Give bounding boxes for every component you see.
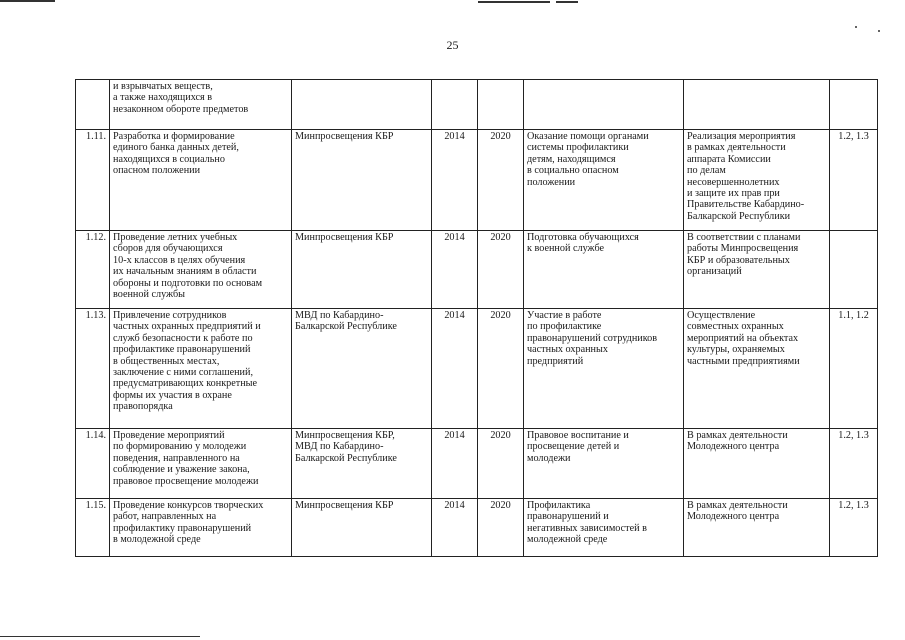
end-year-cell: 2020: [478, 130, 524, 231]
row-number: 1.15.: [76, 499, 110, 557]
executor-cell: Минпросвещения КБР: [292, 499, 432, 557]
goals-cell: 1.2, 1.3: [830, 429, 878, 499]
activity-cell: Привлечение сотрудников частных охранных предприятий и служб безопасности к работе по профилактике правонарушений в общественных местах, заключение с ними соглашений, предусматривающих конкретные формы их участия в охране правопорядка: [110, 309, 292, 429]
executor-cell: Минпросвещения КБР: [292, 130, 432, 231]
activity-cell: Проведение летних учебных сборов для обучающихся 10-х классов в целях обучения их начальным знаниям в области обороны и подготовки по основам военной службы: [110, 231, 292, 309]
row-number: 1.12.: [76, 231, 110, 309]
start-year-cell: [432, 80, 478, 130]
goals-cell: 1.1, 1.2: [830, 309, 878, 429]
page-number: 25: [446, 38, 459, 52]
executor-cell: МВД по Кабардино- Балкарской Республике: [292, 309, 432, 429]
end-year-cell: 2020: [478, 429, 524, 499]
start-year-cell: 2014: [432, 309, 478, 429]
executor-cell: [292, 80, 432, 130]
scan-mark-top-center: [478, 1, 550, 3]
end-year-cell: [478, 80, 524, 130]
result-cell: Оказание помощи органами системы профилактики детям, находящимся в социально опасном положении: [524, 130, 684, 231]
table-row: [76, 499, 878, 557]
notes-cell: В рамках деятельности Молодежного центра: [684, 429, 830, 499]
activity-cell: и взрывчатых веществ, а также находящихся в незаконном обороте предметов: [110, 80, 292, 130]
result-cell: Подготовка обучающихся к военной службе: [524, 231, 684, 309]
row-number: 1.11.: [76, 130, 110, 231]
goals-cell: 1.2, 1.3: [830, 499, 878, 557]
start-year-cell: 2014: [432, 499, 478, 557]
row-number: 1.14.: [76, 429, 110, 499]
notes-cell: В соответствии с планами работы Минпросвещения КБР и образовательных организаций: [684, 231, 830, 309]
result-cell: Правовое воспитание и просвещение детей и молодежи: [524, 429, 684, 499]
notes-cell: В рамках деятельности Молодежного центра: [684, 499, 830, 557]
goals-cell: [830, 80, 878, 130]
executor-cell: Минпросвещения КБР, МВД по Кабардино- Балкарской Республике: [292, 429, 432, 499]
result-cell: Профилактика правонарушений и негативных зависимостей в молодежной среде: [524, 499, 684, 557]
scan-dot: [855, 26, 857, 28]
scan-mark-bottom-left: [0, 636, 200, 637]
row-number: 1.13.: [76, 309, 110, 429]
table-row: [76, 231, 878, 309]
end-year-cell: 2020: [478, 309, 524, 429]
end-year-cell: 2020: [478, 499, 524, 557]
start-year-cell: 2014: [432, 130, 478, 231]
activity-cell: Разработка и формирование единого банка данных детей, находящихся в социально опасном положении: [110, 130, 292, 231]
row-number: [76, 80, 110, 130]
table-row: [76, 309, 878, 429]
notes-cell: [684, 80, 830, 130]
scan-mark-top-left: [0, 0, 55, 2]
executor-cell: Минпросвещения КБР: [292, 231, 432, 309]
measures-table: [75, 79, 878, 557]
table-row: [76, 429, 878, 499]
scan-mark-top-center-2: [556, 1, 578, 3]
goals-cell: 1.2, 1.3: [830, 130, 878, 231]
result-cell: [524, 80, 684, 130]
notes-cell: Реализация мероприятия в рамках деятельности аппарата Комиссии по делам несовершеннолетних и защите их прав при Правительстве Кабардино- Балкарской Республики: [684, 130, 830, 231]
activity-cell: Проведение мероприятий по формированию у молодежи поведения, направленного на соблюдение и уважение закона, правовое просвещение молодежи: [110, 429, 292, 499]
start-year-cell: 2014: [432, 429, 478, 499]
notes-cell: Осуществление совместных охранных мероприятий на объектах культуры, охраняемых частными предприятиями: [684, 309, 830, 429]
scan-dot: [878, 30, 880, 32]
end-year-cell: 2020: [478, 231, 524, 309]
goals-cell: [830, 231, 878, 309]
table-row: [76, 80, 878, 130]
start-year-cell: 2014: [432, 231, 478, 309]
result-cell: Участие в работе по профилактике правонарушений сотрудников частных охранных предприятий: [524, 309, 684, 429]
table-row: [76, 130, 878, 231]
activity-cell: Проведение конкурсов творческих работ, направленных на профилактику правонарушений в молодежной среде: [110, 499, 292, 557]
